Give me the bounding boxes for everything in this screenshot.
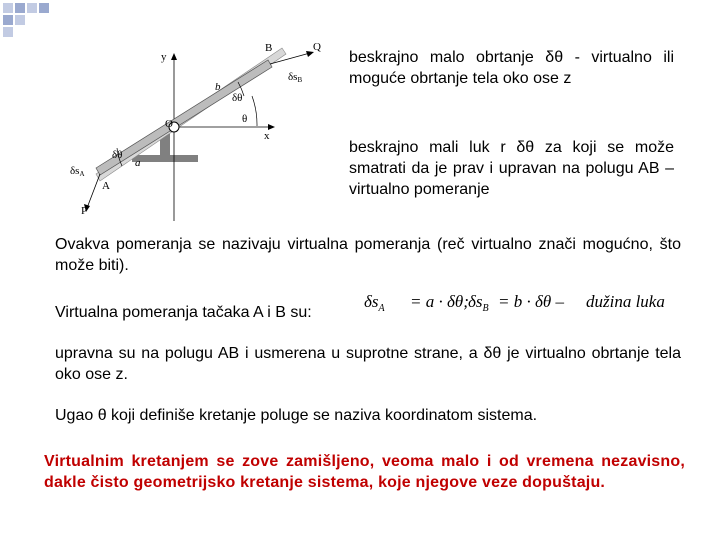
- label-dtheta-top: δθ: [232, 92, 243, 104]
- paragraph-perpendicular: upravna su na polugu AB i usmerena u suprotne strane, a δθ je virtualno obrtanje tela oko ose z.: [55, 345, 681, 383]
- paragraph-points-a-b: Virtualna pomeranja tačaka A i B su:: [55, 304, 312, 321]
- lever-diagram: [62, 36, 350, 231]
- displacement-formula: [358, 286, 688, 320]
- label-b-arm: b: [215, 81, 221, 93]
- label-o: O: [165, 118, 173, 130]
- label-p: P: [81, 205, 88, 217]
- svg-text:= a · δθ;: = a · δθ;: [410, 292, 469, 311]
- svg-text:dužina luka: dužina luka: [586, 292, 665, 311]
- svg-text:δsB: $\delta s_B$: [468, 292, 489, 314]
- bullet-virtual-displacement: beskrajno mali luk r δθ za koji se može smatrati da je prav i upravan na polugu AB – virtualno pomeranje: [349, 139, 674, 198]
- paragraph-coordinate: Ugao θ koji definiše kretanje poluge se naziva koordinatom sistema.: [55, 407, 538, 424]
- label-y: y: [161, 51, 167, 63]
- definition-virtual-motion: Virtualnim kretanjem se zove zamišljeno, veoma malo i od vremena nezavisno, dakle čisto geometrijsko kretanje sistema, koje njegove veze dopuštaju.: [44, 453, 685, 491]
- label-theta: θ: [242, 113, 248, 125]
- label-dtheta-left: δθ: [112, 149, 123, 161]
- label-x: x: [264, 130, 270, 142]
- label-dsb: δsB: [288, 71, 303, 84]
- svg-text:δsA: $\delta s_A$: [364, 292, 385, 314]
- label-q: Q: [313, 41, 321, 53]
- paragraph-virtual-displacements: Ovakva pomeranja se nazivaju virtualna pomeranja (reč virtualno znači mogućno, što može biti).: [55, 236, 681, 274]
- bullet-virtual-rotation: beskrajno malo obrtanje δθ - virtualno ili moguće obrtanje tela oko ose z: [349, 49, 674, 87]
- label-a-point: A: [102, 180, 110, 192]
- lever-base: [132, 155, 198, 162]
- label-b-point: B: [265, 42, 273, 54]
- label-dsa: δsA: [70, 165, 85, 178]
- label-a-arm: a: [135, 157, 141, 169]
- corner-decoration: [0, 0, 60, 40]
- svg-text:= b · δθ –: = b · δθ –: [498, 292, 564, 311]
